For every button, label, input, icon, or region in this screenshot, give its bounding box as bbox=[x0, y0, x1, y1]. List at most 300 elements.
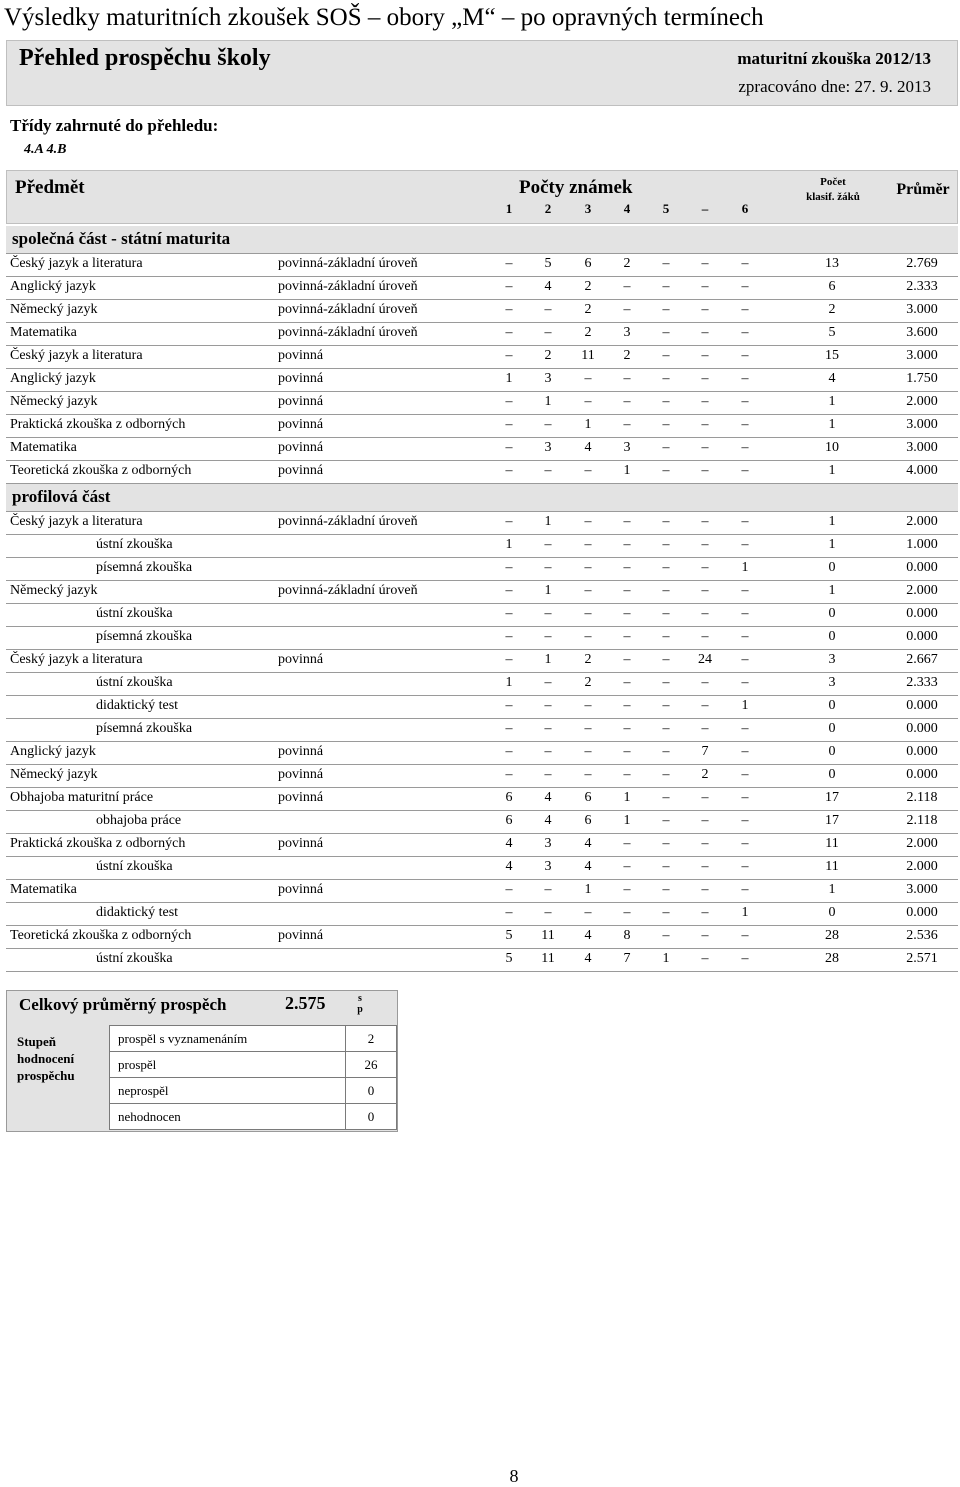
student-count: 17 bbox=[825, 813, 839, 828]
column-grade-2: 2 bbox=[544, 201, 552, 216]
student-count: 3 bbox=[828, 652, 836, 667]
average-value: 2.000 bbox=[906, 583, 938, 598]
table-row bbox=[6, 392, 958, 415]
grade-count: – bbox=[623, 675, 631, 690]
grade-count: – bbox=[741, 463, 749, 478]
student-count: 2 bbox=[828, 302, 836, 317]
grade-count: – bbox=[623, 394, 631, 409]
average-value: 2.118 bbox=[906, 813, 938, 828]
grade-count: 6 bbox=[584, 256, 592, 271]
student-count: 13 bbox=[825, 256, 839, 271]
grade-count: 4 bbox=[584, 836, 592, 851]
grade-count: – bbox=[701, 279, 709, 294]
average-value: 2.536 bbox=[906, 928, 938, 943]
grade-count: – bbox=[741, 813, 749, 828]
subject-name: Matematika bbox=[10, 882, 77, 897]
subject-name: Anglický jazyk bbox=[10, 744, 96, 759]
subject-name: ústní zkouška bbox=[96, 537, 173, 552]
grade-count: – bbox=[623, 652, 631, 667]
grade-count: – bbox=[741, 371, 749, 386]
column-grade-3: 3 bbox=[584, 201, 592, 216]
exam-level: povinná bbox=[278, 440, 324, 455]
grade-count: 4 bbox=[584, 859, 592, 874]
average-value: 2.769 bbox=[906, 256, 938, 271]
student-count: 11 bbox=[825, 859, 839, 874]
average-value: 0.000 bbox=[906, 560, 938, 575]
average-value: 3.000 bbox=[906, 348, 938, 363]
grade-count: – bbox=[701, 606, 709, 621]
summary-row-value: 0 bbox=[346, 1078, 397, 1104]
grade-count: – bbox=[662, 767, 670, 782]
student-count: 0 bbox=[828, 629, 836, 644]
student-count: 11 bbox=[825, 836, 839, 851]
average-value: 2.000 bbox=[906, 394, 938, 409]
results-table bbox=[6, 226, 958, 972]
grade-count: 2 bbox=[584, 652, 592, 667]
grade-count: – bbox=[701, 790, 709, 805]
grade-count: – bbox=[623, 371, 631, 386]
student-count: 28 bbox=[825, 928, 839, 943]
grade-count: – bbox=[741, 744, 749, 759]
grade-count: – bbox=[662, 859, 670, 874]
classes-value: 4.A 4.B bbox=[24, 142, 67, 157]
table-row bbox=[6, 765, 958, 788]
grade-count: – bbox=[741, 790, 749, 805]
subject-name: Německý jazyk bbox=[10, 394, 98, 409]
grade-count: 2 bbox=[623, 256, 631, 271]
grade-count: 1 bbox=[505, 675, 513, 690]
grade-count: – bbox=[505, 744, 513, 759]
average-value: 0.000 bbox=[906, 721, 938, 736]
grade-count: – bbox=[544, 463, 552, 478]
student-count: 0 bbox=[828, 698, 836, 713]
table-row bbox=[6, 346, 958, 369]
grade-count: – bbox=[544, 905, 552, 920]
average-value: 0.000 bbox=[906, 629, 938, 644]
exam-level: povinná bbox=[278, 767, 324, 782]
summary-row-label: prospěl bbox=[110, 1052, 346, 1078]
grade-count: – bbox=[701, 583, 709, 598]
average-value: 2.571 bbox=[906, 951, 938, 966]
grade-count: – bbox=[741, 514, 749, 529]
grade-count: – bbox=[584, 463, 592, 478]
subject-name: Matematika bbox=[10, 325, 77, 340]
section-header bbox=[6, 226, 958, 254]
table-row bbox=[6, 300, 958, 323]
exam-level: povinná bbox=[278, 836, 324, 851]
grade-count: – bbox=[741, 652, 749, 667]
grade-count: – bbox=[505, 302, 513, 317]
grade-count: – bbox=[662, 928, 670, 943]
grade-count: 7 bbox=[623, 951, 631, 966]
summary-sp-marker bbox=[355, 993, 365, 1015]
grade-count: – bbox=[701, 325, 709, 340]
grade-count: – bbox=[623, 905, 631, 920]
grade-count: – bbox=[584, 698, 592, 713]
grade-count: 4 bbox=[505, 836, 513, 851]
average-value: 2.333 bbox=[906, 675, 938, 690]
grade-count: – bbox=[505, 279, 513, 294]
grade-count: – bbox=[662, 348, 670, 363]
grade-count: – bbox=[623, 836, 631, 851]
student-count: 1 bbox=[828, 882, 836, 897]
table-subrow bbox=[6, 719, 958, 742]
grade-count: – bbox=[741, 629, 749, 644]
subject-name: písemná zkouška bbox=[96, 629, 193, 644]
student-count: 15 bbox=[825, 348, 839, 363]
summary-value: 2.575 bbox=[285, 993, 326, 1013]
grade-count: – bbox=[662, 905, 670, 920]
summary-row-value: 0 bbox=[346, 1104, 397, 1130]
average-value: 3.000 bbox=[906, 302, 938, 317]
grade-count: 4 bbox=[544, 790, 552, 805]
exam-level: povinná-základní úroveň bbox=[278, 514, 418, 529]
column-subject: Předmět bbox=[15, 177, 85, 198]
column-grade-counts: Počty známek bbox=[519, 177, 633, 198]
subject-name: písemná zkouška bbox=[96, 721, 193, 736]
grade-count: 6 bbox=[505, 790, 513, 805]
average-value: 1.000 bbox=[906, 537, 938, 552]
table-subrow bbox=[6, 696, 958, 719]
exam-level: povinná bbox=[278, 882, 324, 897]
grade-count: – bbox=[623, 537, 631, 552]
grade-count: – bbox=[623, 859, 631, 874]
grade-count: – bbox=[701, 951, 709, 966]
grade-count: – bbox=[584, 767, 592, 782]
grade-count: – bbox=[623, 882, 631, 897]
exam-level: povinná bbox=[278, 348, 324, 363]
grade-count: 4 bbox=[505, 859, 513, 874]
grade-count: – bbox=[701, 836, 709, 851]
table-subrow bbox=[6, 535, 958, 558]
grade-count: 3 bbox=[623, 325, 631, 340]
grade-count: – bbox=[741, 537, 749, 552]
grade-count: – bbox=[662, 394, 670, 409]
grade-count: – bbox=[544, 629, 552, 644]
grade-count: – bbox=[505, 514, 513, 529]
grade-count: 6 bbox=[584, 813, 592, 828]
grade-count: – bbox=[741, 721, 749, 736]
grade-count: – bbox=[662, 721, 670, 736]
summary-sp-p: p bbox=[357, 1004, 363, 1015]
average-value: 2.000 bbox=[906, 859, 938, 874]
grade-count: 2 bbox=[584, 279, 592, 294]
grade-count: – bbox=[584, 371, 592, 386]
subject-name: Anglický jazyk bbox=[10, 279, 96, 294]
page-number: 8 bbox=[509, 1466, 519, 1486]
grade-count: 2 bbox=[584, 675, 592, 690]
grade-count: 6 bbox=[584, 790, 592, 805]
grade-count: – bbox=[741, 417, 749, 432]
grade-count: – bbox=[544, 698, 552, 713]
grade-count: – bbox=[741, 951, 749, 966]
grade-count: – bbox=[505, 905, 513, 920]
exam-label: maturitní zkouška 2012/13 bbox=[737, 49, 931, 68]
grade-count: – bbox=[701, 371, 709, 386]
grade-count: – bbox=[662, 744, 670, 759]
average-value: 3.000 bbox=[906, 417, 938, 432]
grade-count: – bbox=[741, 348, 749, 363]
grade-count: – bbox=[623, 302, 631, 317]
table-subrow bbox=[6, 811, 958, 834]
grade-count: – bbox=[701, 440, 709, 455]
grade-count: 1 bbox=[623, 813, 631, 828]
grade-count: – bbox=[584, 583, 592, 598]
average-value: 2.000 bbox=[906, 836, 938, 851]
grade-level-line2: hodnocení bbox=[17, 1051, 75, 1066]
subject-name: ústní zkouška bbox=[96, 606, 173, 621]
grade-count: 1 bbox=[544, 514, 552, 529]
table-header bbox=[6, 170, 958, 224]
table-row bbox=[6, 788, 958, 811]
grade-count: 3 bbox=[623, 440, 631, 455]
grade-count: – bbox=[741, 836, 749, 851]
student-count: 0 bbox=[828, 767, 836, 782]
subject-name: Německý jazyk bbox=[10, 302, 98, 317]
student-count: 4 bbox=[828, 371, 836, 386]
student-count: 1 bbox=[828, 463, 836, 478]
grade-count: – bbox=[662, 537, 670, 552]
grade-count: – bbox=[584, 394, 592, 409]
average-value: 0.000 bbox=[906, 744, 938, 759]
grade-count: – bbox=[584, 514, 592, 529]
grade-count: – bbox=[544, 537, 552, 552]
grade-count: – bbox=[701, 813, 709, 828]
table-row bbox=[6, 512, 958, 535]
grade-count: – bbox=[623, 698, 631, 713]
average-value: 3.000 bbox=[906, 882, 938, 897]
table-row bbox=[6, 581, 958, 604]
grade-count: 1 bbox=[584, 882, 592, 897]
grade-count: 1 bbox=[662, 951, 670, 966]
exam-level: povinná bbox=[278, 463, 324, 478]
student-count: 1 bbox=[828, 583, 836, 598]
grade-count: – bbox=[662, 652, 670, 667]
grade-count: – bbox=[701, 256, 709, 271]
grade-count: – bbox=[662, 560, 670, 575]
grade-count: – bbox=[701, 463, 709, 478]
subject-name: ústní zkouška bbox=[96, 859, 173, 874]
grade-count: 2 bbox=[623, 348, 631, 363]
average-value: 2.000 bbox=[906, 514, 938, 529]
grade-count: – bbox=[701, 348, 709, 363]
grade-count: – bbox=[701, 537, 709, 552]
grade-count: – bbox=[584, 537, 592, 552]
section-header bbox=[6, 484, 958, 512]
summary-sp-s: s bbox=[358, 993, 362, 1004]
grade-count: – bbox=[662, 302, 670, 317]
student-count: 1 bbox=[828, 394, 836, 409]
subject-name: Německý jazyk bbox=[10, 583, 98, 598]
grade-count: – bbox=[741, 859, 749, 874]
grade-count: 4 bbox=[544, 279, 552, 294]
grade-count: 1 bbox=[505, 537, 513, 552]
table-row bbox=[6, 277, 958, 300]
grade-count: 1 bbox=[741, 698, 749, 713]
average-value: 2.333 bbox=[906, 279, 938, 294]
student-count: 1 bbox=[828, 514, 836, 529]
grade-count: – bbox=[701, 394, 709, 409]
average-value: 0.000 bbox=[906, 606, 938, 621]
grade-count: – bbox=[741, 302, 749, 317]
grade-count: – bbox=[662, 514, 670, 529]
table-subrow bbox=[6, 673, 958, 696]
student-count: 5 bbox=[828, 325, 836, 340]
grade-count: 5 bbox=[544, 256, 552, 271]
exam-level: povinná bbox=[278, 371, 324, 386]
exam-level: povinná-základní úroveň bbox=[278, 583, 418, 598]
summary-row bbox=[110, 1026, 397, 1052]
grade-count: – bbox=[741, 256, 749, 271]
grade-count: – bbox=[584, 905, 592, 920]
grade-count: – bbox=[701, 417, 709, 432]
grade-count: – bbox=[701, 560, 709, 575]
report-header bbox=[6, 40, 958, 106]
grade-count: 1 bbox=[584, 417, 592, 432]
grade-count: – bbox=[662, 606, 670, 621]
grade-count: – bbox=[505, 417, 513, 432]
grade-count: – bbox=[505, 583, 513, 598]
table-row bbox=[6, 369, 958, 392]
grade-count: – bbox=[505, 463, 513, 478]
grade-count: – bbox=[701, 928, 709, 943]
grade-count: 5 bbox=[505, 951, 513, 966]
average-value: 3.600 bbox=[906, 325, 938, 340]
summary-row-value: 2 bbox=[346, 1026, 397, 1052]
grade-level-line1: Stupeň bbox=[17, 1034, 57, 1049]
subject-name: didaktický test bbox=[96, 905, 179, 920]
report-title: Přehled prospěchu školy bbox=[19, 45, 271, 71]
average-value: 2.667 bbox=[906, 652, 938, 667]
grade-count: 1 bbox=[544, 652, 552, 667]
table-subrow bbox=[6, 949, 958, 972]
table-subrow bbox=[6, 857, 958, 880]
column-count-line1: Počet bbox=[820, 176, 846, 188]
subject-name: Německý jazyk bbox=[10, 767, 98, 782]
grade-count: 11 bbox=[581, 348, 595, 363]
grade-level-line3: prospěchu bbox=[17, 1068, 75, 1083]
grade-count: – bbox=[623, 514, 631, 529]
grade-count: – bbox=[701, 905, 709, 920]
grade-count: 2 bbox=[584, 325, 592, 340]
processed-date: zpracováno dne: 27. 9. 2013 bbox=[738, 77, 931, 96]
student-count: 0 bbox=[828, 606, 836, 621]
grade-count: 1 bbox=[544, 583, 552, 598]
summary-row bbox=[110, 1052, 397, 1078]
grade-count: – bbox=[662, 325, 670, 340]
grade-count: – bbox=[623, 279, 631, 294]
grade-count: – bbox=[544, 882, 552, 897]
summary-row-value: 26 bbox=[346, 1052, 397, 1078]
grade-count: 2 bbox=[584, 302, 592, 317]
grade-count: – bbox=[662, 371, 670, 386]
subject-name: Teoretická zkouška z odborných bbox=[10, 928, 192, 943]
grade-count: 2 bbox=[544, 348, 552, 363]
grade-level-label bbox=[17, 1033, 75, 1084]
exam-level: povinná-základní úroveň bbox=[278, 302, 418, 317]
grade-count: – bbox=[701, 514, 709, 529]
grade-count: – bbox=[662, 583, 670, 598]
grade-count: 4 bbox=[544, 813, 552, 828]
grade-count: – bbox=[701, 675, 709, 690]
grade-count: 1 bbox=[623, 463, 631, 478]
exam-level: povinná bbox=[278, 394, 324, 409]
summary-row bbox=[110, 1104, 397, 1130]
column-grade-4: 4 bbox=[623, 201, 631, 216]
grade-count: 4 bbox=[584, 440, 592, 455]
grade-count: – bbox=[662, 813, 670, 828]
grade-count: – bbox=[662, 836, 670, 851]
summary-row-label: prospěl s vyznamenáním bbox=[110, 1026, 346, 1052]
grade-count: – bbox=[623, 721, 631, 736]
average-value: 4.000 bbox=[906, 463, 938, 478]
grade-count: – bbox=[505, 606, 513, 621]
grade-count: – bbox=[544, 302, 552, 317]
table-row bbox=[6, 323, 958, 346]
summary-table bbox=[109, 1025, 397, 1130]
grade-count: – bbox=[623, 629, 631, 644]
subject-name: Český jazyk a literatura bbox=[10, 256, 143, 271]
subject-name: Český jazyk a literatura bbox=[10, 514, 143, 529]
grade-count: – bbox=[584, 629, 592, 644]
grade-count: – bbox=[662, 256, 670, 271]
grade-count: 5 bbox=[505, 928, 513, 943]
table-row bbox=[6, 650, 958, 673]
grade-count: – bbox=[741, 325, 749, 340]
grade-count: – bbox=[662, 629, 670, 644]
subject-name: didaktický test bbox=[96, 698, 179, 713]
table-subrow bbox=[6, 604, 958, 627]
grade-count: – bbox=[701, 629, 709, 644]
table-row bbox=[6, 254, 958, 277]
subject-name: Český jazyk a literatura bbox=[10, 348, 143, 363]
grade-count: 3 bbox=[544, 859, 552, 874]
subject-name: Obhajoba maturitní práce bbox=[10, 790, 154, 805]
column-grade-5: 5 bbox=[662, 201, 670, 216]
grade-count: – bbox=[544, 767, 552, 782]
grade-count: – bbox=[544, 744, 552, 759]
grade-count: – bbox=[505, 698, 513, 713]
table-subrow bbox=[6, 558, 958, 581]
average-value: 0.000 bbox=[906, 905, 938, 920]
grade-count: 3 bbox=[544, 440, 552, 455]
grade-count: – bbox=[741, 606, 749, 621]
exam-level: povinná-základní úroveň bbox=[278, 279, 418, 294]
exam-level: povinná bbox=[278, 928, 324, 943]
grade-count: – bbox=[741, 928, 749, 943]
student-count: 0 bbox=[828, 744, 836, 759]
grade-count: 1 bbox=[544, 394, 552, 409]
student-count: 6 bbox=[828, 279, 836, 294]
average-value: 1.750 bbox=[906, 371, 938, 386]
grade-count: – bbox=[584, 560, 592, 575]
student-count: 0 bbox=[828, 721, 836, 736]
grade-count: – bbox=[741, 440, 749, 455]
student-count: 1 bbox=[828, 417, 836, 432]
student-count: 10 bbox=[825, 440, 839, 455]
exam-level: povinná bbox=[278, 790, 324, 805]
exam-level: povinná-základní úroveň bbox=[278, 325, 418, 340]
grade-count: – bbox=[701, 721, 709, 736]
student-count: 0 bbox=[828, 905, 836, 920]
column-grade-6: 6 bbox=[741, 201, 749, 216]
subject-name: ústní zkouška bbox=[96, 675, 173, 690]
grade-count: – bbox=[741, 882, 749, 897]
grade-count: – bbox=[623, 583, 631, 598]
grade-count: – bbox=[623, 767, 631, 782]
grade-count: – bbox=[544, 721, 552, 736]
grade-count: 6 bbox=[505, 813, 513, 828]
